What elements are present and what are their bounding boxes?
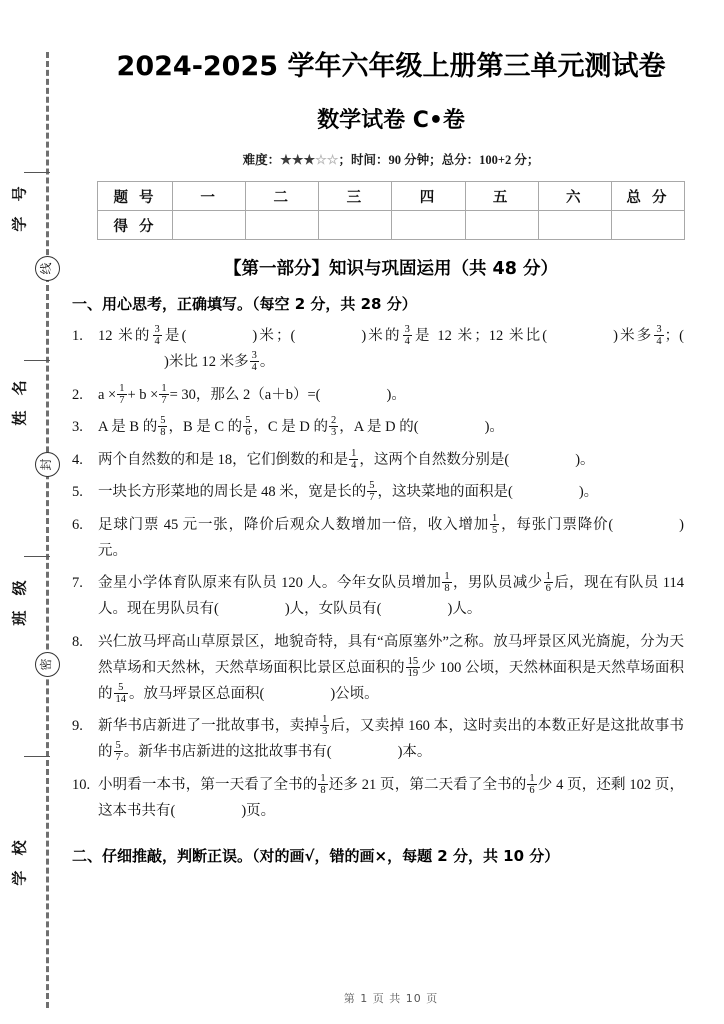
fraction-numerator: 15 [407,655,419,667]
question-text: 足球门票 45 元一张，降价后观众人数增加一倍，收入增加 [98,516,490,533]
question-text: 后，又卖掉 160 本，这时卖出的本数正好是这批故事书的 [98,718,685,760]
fraction [654,324,663,347]
fraction [349,448,358,471]
fraction-numerator: 1 [444,571,450,583]
table-header-cell: 一 [173,182,246,211]
question-text: 两个自然数的和是 18，它们倒数的和是 [98,451,349,468]
star-filled-icon: ★ [291,152,304,167]
question-number: 6. [72,516,83,533]
fraction-denominator: 3 [330,427,337,439]
time-label: ；时间：90 分钟； [338,153,442,167]
question-text: )人。 [447,601,482,617]
fraction-numerator: 5 [160,415,166,427]
question-text: ，B 是 C 的 [168,419,243,435]
question-number: 5. [72,484,83,500]
fraction-numerator: 5 [118,681,124,693]
question-text: ，这两个自然数分别是( [359,451,510,468]
question-text: )本。 [397,744,432,760]
question-text: )米；( [252,328,296,344]
fraction-denominator: 7 [161,394,167,406]
star-empty-icon: ☆ [315,152,327,167]
question-item [72,414,684,440]
table-header-cell: 五 [465,182,538,211]
fraction-denominator: 5 [492,524,498,536]
question-text: a × [98,386,117,403]
paper-meta [58,134,724,168]
question-item [72,382,684,408]
seal-label-class: 班 级 [10,575,29,626]
fraction-numerator: 1 [320,772,326,784]
seal-char-xian: 线 [35,256,60,281]
fraction-numerator: 1 [529,772,535,784]
question-text: )米比 12 米多 [164,354,249,370]
fraction-numerator: 5 [245,415,251,427]
question-number: 8. [72,633,83,650]
page-footer: 第 1 页 共 10 页 [343,992,439,1005]
seal-rule [24,756,50,757]
fraction-numerator: 1 [119,382,125,394]
seal-label-student-id: 学 号 [10,181,29,232]
question-item [72,479,684,505]
table-row [98,182,685,211]
fraction [250,350,259,373]
fraction [117,383,126,406]
table-row [98,211,685,240]
question-text: )人，女队员有( [284,601,382,617]
fraction-numerator: 2 [330,415,337,427]
question-text: + b × [127,386,159,403]
seal-margin [0,0,58,1024]
fraction-denominator: 6 [545,583,551,595]
question-text: )。 [578,484,599,500]
fraction-numerator: 3 [154,324,160,336]
question-text: )。 [575,451,595,468]
fraction-denominator: 7 [369,492,375,504]
fraction [153,324,162,347]
question-item [72,323,684,375]
table-score-cell[interactable] [246,211,319,240]
question-text: A 是 B 的 [98,419,158,435]
fraction [329,415,338,438]
question-text: = 30，那么 2（a＋b）=( [169,386,321,403]
fraction [442,571,451,594]
question-text: 新华书店新进了一批故事书，卖掉 [98,718,320,734]
fraction-numerator: 3 [404,324,410,336]
question-number: 9. [72,718,83,734]
question-text: 。新华书店新进的这批故事书有( [123,744,332,760]
fraction-denominator: 14 [115,693,126,705]
question-text: 。放马坪景区总面积( [129,685,265,702]
question-item [72,570,684,622]
fraction [114,682,129,705]
question-text: 还多 21 页，第二天看了全书的 [328,776,527,793]
question-item [72,447,684,473]
question-text: 是 12 米；12 米比( [412,328,548,344]
fraction [159,383,168,406]
seal-dashed-line [46,52,49,1008]
seal-rule [24,556,50,557]
difficulty-stars [280,152,338,167]
fraction-numerator: 1 [545,571,551,583]
star-filled-icon: ★ [303,152,316,167]
question-text: 少 100 公顷，天然林面积是天然草场面积的 [98,659,685,702]
question-text: ，A 是 D 的( [339,419,419,435]
question-text: 兴仁放马坪高山草原景区，地貌奇特，具有“高原塞外”之称。放马坪景区风光旖旎，分为天然草场和天然林，天然草场面积比景区总面积的 [98,633,684,676]
question-text: ，C 是 D 的 [253,419,328,435]
table-row-header: 题 号 [98,182,173,211]
question-item [72,629,684,707]
question-list [58,314,724,824]
table-score-cell[interactable] [392,211,465,240]
question-text: )。 [484,419,504,435]
fraction-denominator: 4 [656,336,662,348]
table-header-cell: 总 分 [611,182,684,211]
question-number: 7. [72,575,83,591]
seal-char-mi: 密 [35,652,60,677]
table-score-cell[interactable] [538,211,611,240]
fraction [158,415,167,438]
fraction-numerator: 1 [351,447,357,459]
exam-page [58,0,724,1024]
fraction-denominator: 4 [251,362,257,374]
fraction [243,415,252,438]
question-text: )米的 [361,328,402,344]
seal-char-feng: 封 [35,452,60,477]
table-score-cell[interactable] [319,211,392,240]
fraction [367,480,376,503]
star-empty-icon: ☆ [326,152,339,167]
question-text: 12 米的 [98,328,152,344]
question-number: 3. [72,419,83,435]
fraction-numerator: 1 [492,512,498,524]
section-heading-fill-blank: 一、用心思考，正确填写。（每空 2 分，共 28 分） [72,295,417,313]
question-text: 一块长方形菜地的周长是 48 米，宽是长的 [98,484,367,500]
fraction-denominator: 4 [154,336,160,348]
fraction [320,714,329,737]
fraction [490,513,499,536]
score-table [97,181,685,240]
fraction-denominator: 6 [529,784,535,796]
question-text: ；( [664,328,684,344]
table-header-cell: 六 [538,182,611,211]
question-text: 金星小学体育队原来有队员 120 人。今年女队员增加 [98,575,442,591]
question-text: 是( [162,328,187,344]
fraction [403,324,412,347]
page-subtitle: 数学试卷 C•卷 [317,108,465,133]
fraction-denominator: 7 [119,394,125,406]
fraction [114,740,123,763]
table-row-header: 得 分 [98,211,173,240]
question-text: )米多 [613,328,654,344]
page-title: 2024-2025 学年六年级上册第三单元测试卷 [116,51,666,82]
fraction-numerator: 5 [369,480,375,492]
star-filled-icon: ★ [280,152,292,167]
fraction-denominator: 6 [245,427,251,439]
question-text: )。 [386,386,406,403]
fraction-numerator: 1 [322,714,328,726]
fraction [544,571,553,594]
question-text: 。 [259,354,275,370]
fraction-numerator: 5 [115,740,121,752]
question-text: ，每张门票降价( [500,516,614,533]
section-heading-true-false: 二、仔细推敲，判断正误。（对的画√，错的画×，每题 2 分，共 10 分） [72,847,560,865]
question-number: 1. [72,328,83,344]
fraction-denominator: 8 [320,784,326,796]
question-text: ，这块菜地的面积是( [377,484,513,500]
fraction-numerator: 1 [161,382,167,394]
table-header-cell: 二 [246,182,319,211]
fraction-denominator: 3 [322,726,328,738]
question-number: 2. [72,386,83,403]
seal-rule [24,360,50,361]
seal-label-school: 学 校 [10,835,29,886]
table-score-cell[interactable] [173,211,246,240]
question-text: )公顷。 [330,685,379,702]
fraction [406,656,421,679]
question-item [72,772,684,824]
question-text: 后，现在有队员 114 人。现在男队员有( [98,575,685,617]
question-item [72,512,684,564]
part-one-heading: 【第一部分】知识与巩固运用（共 48 分） [223,259,559,279]
difficulty-label: 难度： [242,153,281,167]
table-header-cell: 四 [392,182,465,211]
question-number: 4. [72,451,83,468]
question-text: 少 4 页，还剩 102 页，这本书共有( [98,776,685,819]
fraction-denominator: 8 [444,583,450,595]
fraction-numerator: 3 [251,350,257,362]
fraction-denominator: 7 [115,752,121,764]
table-score-cell[interactable] [611,211,684,240]
question-number: 10. [72,776,91,793]
fraction-denominator: 19 [407,667,419,679]
seal-label-name: 姓 名 [10,375,29,426]
question-text: ，男队员减少 [452,575,543,591]
total-score-label: 总分：100+2 分； [441,153,540,167]
fraction [527,773,536,796]
fraction-denominator: 4 [351,459,357,471]
table-header-cell: 三 [319,182,392,211]
question-text: 小明看一本书，第一天看了全书的 [98,776,318,793]
table-score-cell[interactable] [465,211,538,240]
fraction-denominator: 4 [404,336,410,348]
question-text: )页。 [241,802,276,819]
question-item [72,713,684,765]
fraction-denominator: 8 [160,427,166,439]
question-text: )元。 [98,516,685,559]
fraction [318,773,327,796]
fraction-numerator: 3 [656,324,662,336]
